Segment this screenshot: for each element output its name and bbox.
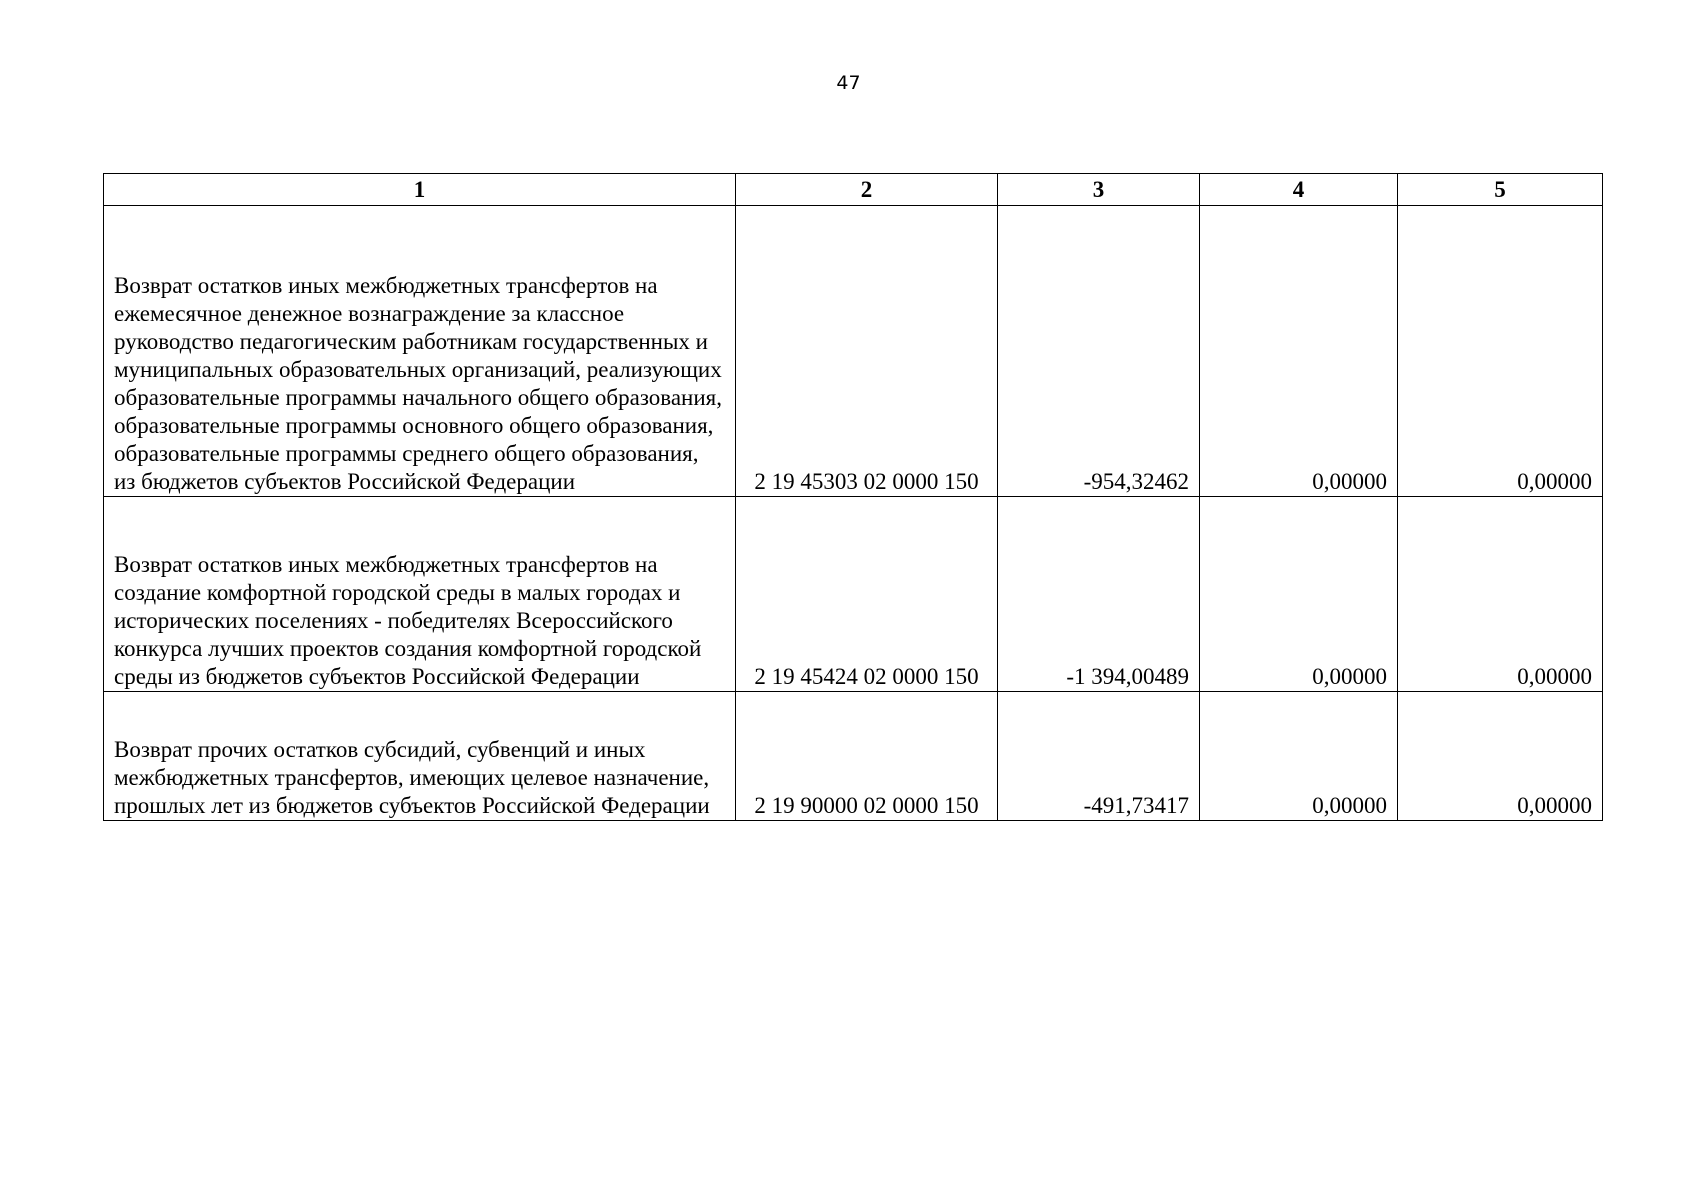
row-name-cell: Возврат прочих остатков субсидий, субвенций и иных межбюджетных трансфертов, имеющих целевое назначение, прошлых лет из бюджетов субъектов Российской Федерации [104,692,736,821]
column-header-4: 4 [1200,174,1398,206]
column-header-1: 1 [104,174,736,206]
table-row [104,692,1603,821]
row-value-col3: -491,73417 [998,692,1200,821]
row-value-col5: 0,00000 [1398,497,1603,692]
row-name-cell: Возврат остатков иных межбюджетных трансфертов на ежемесячное денежное вознаграждение за классное руководство педагогическим работникам государственных и муниципальных образовательных организаций, реализующих образовательные программы начального общего образования, образовательные программы основного общего образования, образовательные программы среднего общего образования, из бюджетов субъектов Российской Федерации [104,206,736,497]
row-name-cell: Возврат остатков иных межбюджетных трансфертов на создание комфортной городской среды в малых городах и исторических поселениях - победителях Всероссийского конкурса лучших проектов создания комфортной городской среды из бюджетов субъектов Российской Федерации [104,497,736,692]
page-number: 47 [836,72,861,94]
row-value-col5: 0,00000 [1398,206,1603,497]
row-value-col4: 0,00000 [1200,206,1398,497]
budget-table [103,173,1603,821]
table-header-row [104,174,1603,206]
row-value-col4: 0,00000 [1200,497,1398,692]
row-value-col3: -1 394,00489 [998,497,1200,692]
column-header-2: 2 [736,174,998,206]
row-value-col3: -954,32462 [998,206,1200,497]
column-header-3: 3 [998,174,1200,206]
row-code-cell: 2 19 45424 02 0000 150 [736,497,998,692]
table-row [104,206,1603,497]
row-code-cell: 2 19 45303 02 0000 150 [736,206,998,497]
column-header-5: 5 [1398,174,1603,206]
row-code-cell: 2 19 90000 02 0000 150 [736,692,998,821]
row-value-col5: 0,00000 [1398,692,1603,821]
row-value-col4: 0,00000 [1200,692,1398,821]
table-row [104,497,1603,692]
